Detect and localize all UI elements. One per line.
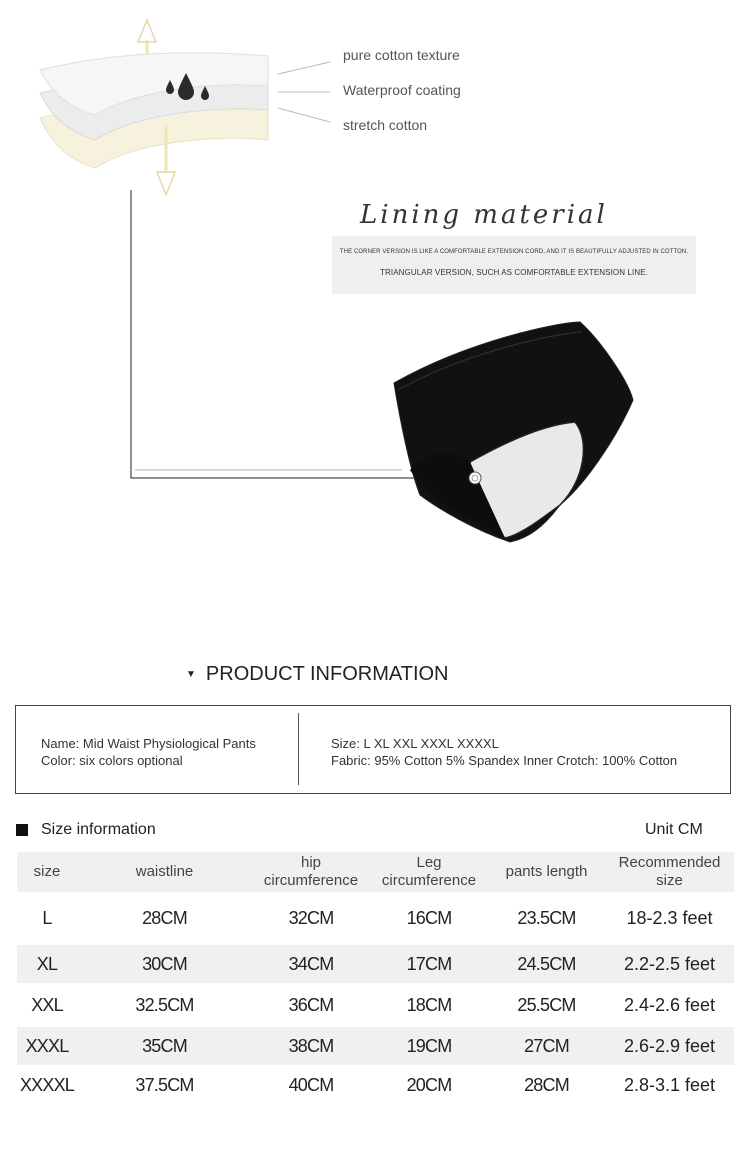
cell-length: 27CM (524, 1035, 569, 1056)
product-size: Size: L XL XXL XXXL XXXXL (331, 736, 499, 751)
header-leg-circumference: Leg circumference (381, 854, 477, 889)
cell-size: XXXL (25, 1035, 69, 1056)
cell-length: 23.5CM (517, 908, 576, 928)
cell-length: 25.5CM (517, 994, 576, 1015)
triangle-down-icon: ▼ (186, 669, 196, 680)
cell-waistline: 35CM (142, 1035, 187, 1056)
header-waistline: waistline (135, 863, 194, 880)
cell-length: 28CM (524, 1074, 569, 1095)
cell-recommended: 2.4-2.6 feet (623, 994, 716, 1015)
label-pure-cotton-texture: pure cotton texture (343, 47, 460, 63)
header-recommended-size: Recommended size (618, 854, 721, 889)
cell-size: XXL (31, 994, 63, 1015)
cell-hip: 36CM (288, 994, 334, 1015)
table-header-row (17, 852, 734, 892)
cell-waistline: 28CM (142, 908, 187, 928)
cell-recommended: 2.6-2.9 feet (623, 1035, 716, 1056)
lining-description-line1: THE CORNER VERSION IS LIKE A COMFORTABLE EXTENSION CORD, AND IT IS BEAUTIFULLY ADJUSTED IN COTTON. (339, 249, 689, 255)
header-hip-circumference: hip circumference (263, 854, 359, 889)
cell-leg: 19CM (406, 1035, 452, 1056)
cell-leg: 16CM (406, 908, 452, 928)
product-information-title (186, 663, 449, 686)
table-row (17, 945, 734, 983)
product-name: Name: Mid Waist Physiological Pants (41, 736, 256, 751)
label-waterproof-coating: Waterproof coating (343, 82, 461, 98)
product-fabric: Fabric: 95% Cotton 5% Spandex Inner Crotch: 100% Cotton (331, 753, 678, 768)
table-row (17, 892, 734, 945)
square-bullet-icon (16, 824, 28, 836)
cell-waistline: 30CM (142, 953, 187, 974)
lining-description-box (332, 236, 696, 294)
cell-size: XXXXL (19, 1074, 75, 1095)
cell-leg: 17CM (406, 953, 452, 974)
cell-leg: 20CM (406, 1074, 452, 1095)
cell-size: L (42, 908, 52, 928)
table-row (17, 1027, 734, 1065)
size-information-title: Size information (41, 821, 156, 838)
unit-label: Unit CM (645, 821, 703, 838)
product-information-heading: PRODUCT INFORMATION (205, 663, 449, 685)
cell-hip: 32CM (288, 908, 334, 928)
cell-hip: 38CM (288, 1035, 334, 1056)
cell-recommended: 2.8-3.1 feet (623, 1074, 716, 1095)
cell-length: 24.5CM (517, 953, 576, 974)
table-row (17, 1065, 734, 1105)
product-color: Color: six colors optional (41, 753, 183, 768)
label-stretch-cotton: stretch cotton (343, 117, 428, 133)
cell-hip: 40CM (288, 1074, 334, 1095)
cell-recommended: 2.2-2.5 feet (623, 953, 716, 974)
cell-leg: 18CM (406, 994, 452, 1015)
header-size: size (33, 863, 61, 880)
cell-hip: 34CM (288, 953, 334, 974)
info-divider (298, 713, 299, 785)
cell-waistline: 32.5CM (135, 994, 194, 1015)
size-table (17, 852, 734, 1105)
cell-recommended: 18-2.3 feet (626, 908, 713, 928)
cell-size: XL (36, 953, 58, 974)
product-briefs-image (394, 322, 633, 542)
header-pants-length: pants length (505, 863, 588, 880)
table-row (17, 983, 734, 1027)
cell-waistline: 37.5CM (135, 1074, 194, 1095)
lining-description-line2: TRIANGULAR VERSION, SUCH AS COMFORTABLE EXTENSION LINE. (380, 268, 648, 277)
lining-material-title: Lining material (360, 200, 608, 230)
